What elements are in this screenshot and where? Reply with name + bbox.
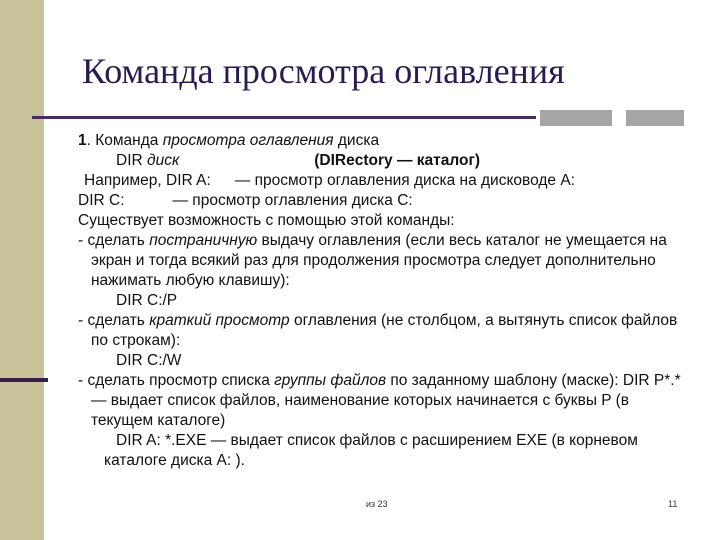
rule-block-1: [540, 110, 612, 126]
slide-body: [78, 131, 688, 471]
item-number: 1: [78, 132, 87, 149]
italic-text: краткий просмотр: [149, 312, 290, 329]
body-line-3: [78, 171, 688, 191]
body-line-2: [78, 151, 688, 171]
body-line-6: [78, 231, 688, 291]
footer-page-total: из 23: [366, 499, 388, 509]
text: - сделать: [78, 312, 150, 329]
rule-block-2: [626, 110, 684, 126]
body-line-11: DIR A: *.EXE — выдает список файлов с расширением EXE (в корневом каталоге диска A: ).: [104, 432, 638, 469]
title-underline: [32, 116, 536, 119]
text: выдачу оглавления (если весь каталог не умещается на экран и тогда всякий раз для продолжения просмотра следует дополнительно нажимать любую клавишу):: [91, 232, 667, 289]
body-line-1: [78, 131, 688, 151]
left-decor-bar: [0, 0, 44, 540]
italic-text: просмотра оглавления: [162, 132, 334, 149]
text: - сделать: [78, 232, 150, 249]
body-line-8: [78, 311, 688, 351]
body-line-7: DIR C:/P: [116, 292, 178, 309]
left-decor-stub: [0, 378, 48, 382]
footer-page-number: 11: [668, 499, 678, 509]
italic-text: диск: [147, 152, 180, 169]
italic-text: постраничную: [149, 232, 258, 249]
text: Например,: [84, 172, 166, 189]
text: . Команда: [86, 132, 163, 149]
command-text: DIR A:: [166, 172, 211, 189]
text: — просмотр оглавления диска на дисководе A:: [234, 172, 575, 189]
text: — просмотр оглавления диска C:: [172, 192, 413, 209]
body-line-5: Существует возможность с помощью этой команды:: [78, 212, 455, 229]
text: оглавления (не столбцом, а вытянуть список файлов по строкам):: [91, 312, 678, 349]
text: - сделать просмотр списка: [78, 372, 275, 389]
italic-text: группы файлов: [274, 372, 387, 389]
body-line-10: [78, 371, 688, 431]
left-decor-edge: [44, 0, 47, 540]
slide-title: Команда просмотра оглавления: [82, 51, 565, 91]
body-line-9: DIR C:/W: [116, 352, 182, 369]
body-line-4: [78, 191, 688, 211]
bold-text: (DIRectory — каталог): [314, 152, 481, 169]
command-text: DIR C:: [78, 192, 125, 209]
text: по заданному шаблону (маске): DIR P*.* — выдает список файлов, наименование которых начинается с буквы P (в текущем каталоге): [91, 372, 681, 429]
text: диска: [333, 132, 380, 149]
command-text: DIR: [116, 152, 147, 169]
